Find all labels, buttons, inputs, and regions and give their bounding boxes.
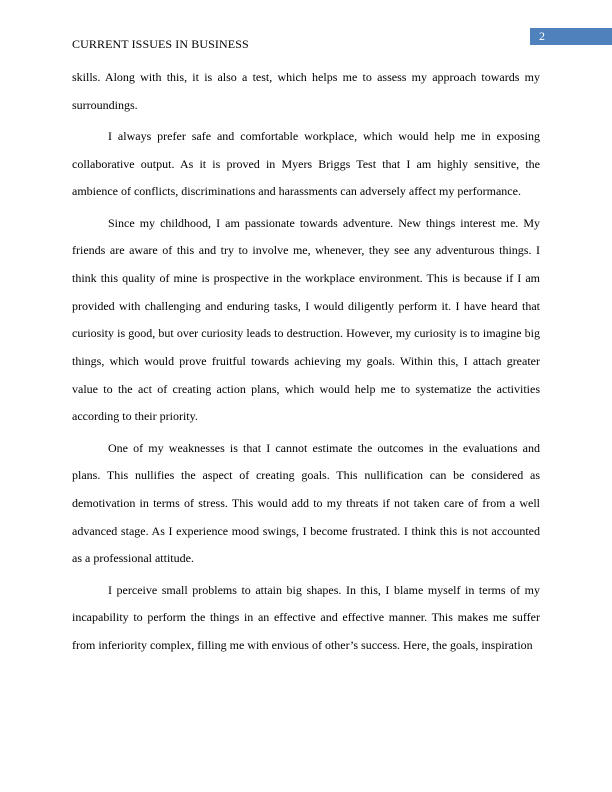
paragraph-adventure: Since my childhood, I am passionate towards adventure. New things interest me. My friends are aware of this and try to involve me, whenever, they see any adventurous things. I think this quality of mine is prospective in the workplace environment. This is because if I am provided with challenging and enduring tasks, I would diligently perform it. I have heard that curiosity is good, but over curiosity leads to destruction. However, my curiosity is to imagine big things, which would prove fruitful towards achieving my goals. Within this, I attach greater value to the act of creating action plans, which would help me to systematize the activities according to their priority.: [72, 215, 540, 424]
running-head: CURRENT ISSUES IN BUSINESS: [72, 37, 249, 51]
paragraph-workplace: I always prefer safe and comfortable workplace, which would help me in exposing collaborative output. As it is proved in Myers Briggs Test that I am highly sensitive, the ambience of conflicts, discriminations and harassments can adversely affect my performance.: [72, 128, 540, 199]
paragraph-weaknesses: One of my weaknesses is that I cannot estimate the outcomes in the evaluations and plans. This nullifies the aspect of creating goals. This nullification can be considered as demotivation in terms of stress. This would add to my threats if not taken care of from a well advanced stage. As I experience mood swings, I become frustrated. I think this is not accounted as a professional attitude.: [72, 440, 540, 566]
body-text: [72, 64, 540, 660]
paragraph-small-problems: I perceive small problems to attain big shapes. In this, I blame myself in terms of my incapability to perform the things in an effective and effective manner. This makes me suffer from inferiority complex, filling me with envious of other’s success. Here, the goals, inspiration: [72, 582, 540, 653]
page-number: 2: [539, 29, 545, 43]
paragraph-continued: skills. Along with this, it is also a test, which helps me to assess my approach towards my surroundings.: [72, 70, 540, 112]
page-number-bar: [530, 28, 612, 45]
